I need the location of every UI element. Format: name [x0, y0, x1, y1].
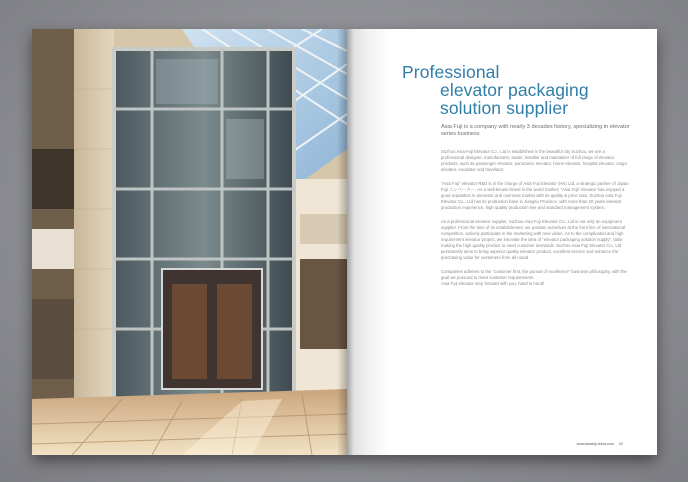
- paragraph: Suzhou Asia Fuji Elevator Co., Ltd is established in the beautiful city Suzhou, we are a professional designer, manufacturer, trader, installer and maintainer of full range of elevator products, such as passenger elevator, panoramic elevator, home elevator, hospital elevator, cargo elevator, escalator and travelator.: [441, 149, 627, 172]
- title-line-1: Professional: [402, 62, 500, 82]
- tagline: Asia Fuji is a company with nearly 3 decades history, specializing in elevator series business: [441, 124, 630, 137]
- paragraph: As a professional elevator supplier, Suzhou Asia Fuji Elevator Co., Ltd is not only an equipment supplier. From the time of its establishment, we position ourselves at the front line of international competition, actively participate in the marketing with new vision. As to the complicated and high requirement elevator project, we innovate the idea of "elevator packaging solution supply", tailor making the high quality product to meet customer demands. Suzhou Asia Fuji Elevator Co., Ltd persistently aims to bring superior quality elevator product, excellent service and enhance the purchasing value for customers from all round.: [441, 219, 626, 260]
- elevator-photo: [32, 29, 347, 455]
- body-text: [441, 149, 629, 295]
- elevator-illustration: [32, 29, 347, 455]
- page-number: 02: [619, 442, 623, 446]
- brochure-spread: [32, 29, 657, 455]
- footer-url: www.asiafuji-china.com: [576, 442, 614, 446]
- paragraph: Companies adheres to the "customer first, the pursuit of excellence" business philosophy, with the goal we pursued to meet customer requirements. Asia Fuji elevator step forward with you, hand in hand!: [441, 269, 627, 286]
- paragraph: "Asia Fuji" elevator R&D is in the charge of Asia Fuji Elevator (HK) Ltd, a strategic partner of Japan Fuji エレベーター. As a well-known brand in the world market, "Asia Fuji" elevator has enjoyed a good reputation in domestic and overseas market with its quality & price ratio. Suzhou Asia Fuji Elevator Co., Ltd has its production base in Jiangsu Province, with more than 20 years elevator production experience, high quality production line and standard management system.: [441, 181, 629, 210]
- title-line-2: elevator packaging: [440, 80, 589, 100]
- title-line-3: solution supplier: [440, 98, 569, 118]
- page-title: [402, 63, 652, 117]
- text-page: [347, 29, 657, 455]
- page-footer: [577, 442, 623, 446]
